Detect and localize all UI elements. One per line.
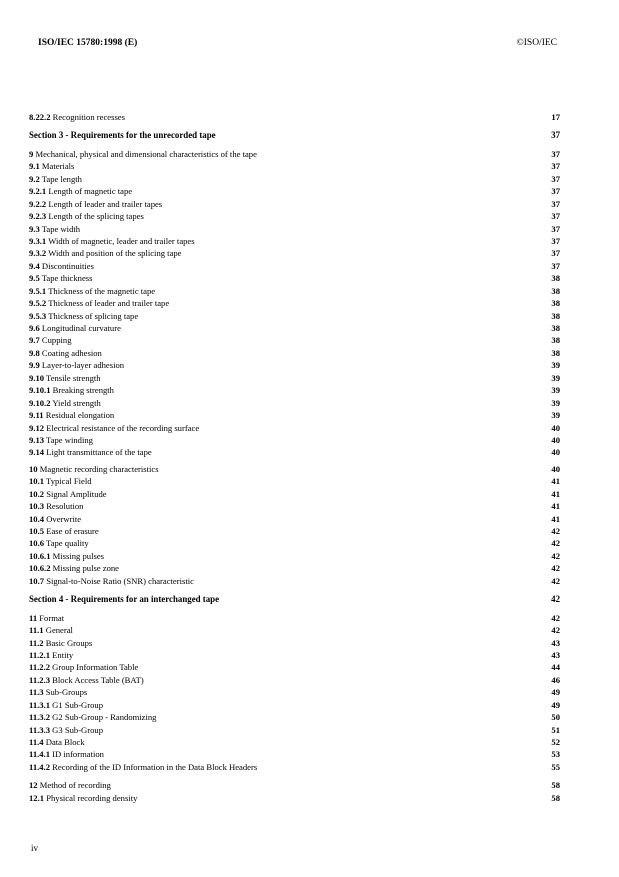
toc-entry-page: 49: [551, 687, 560, 698]
toc-entry[interactable]: [29, 235, 560, 247]
toc-entry-title: Thickness of splicing tape: [48, 310, 139, 321]
toc-entry-number: 9.2.2: [29, 198, 47, 209]
toc-entry-page: 38: [551, 347, 560, 358]
toc-entry-number: 9.2: [29, 173, 40, 184]
toc-entry-number: 12: [29, 780, 38, 791]
toc-entry[interactable]: [29, 711, 560, 723]
toc-entry-page: 38: [551, 298, 560, 309]
toc-entry-page: 17: [551, 112, 560, 122]
toc-entry-title: Tape quality: [46, 538, 89, 549]
toc-entry-number: 9: [29, 148, 34, 159]
toc-entry[interactable]: [29, 649, 560, 661]
copyright-header: ©ISO/IEC: [516, 38, 557, 48]
toc-entry-number: 9.7: [29, 335, 40, 346]
toc-entry-number: 10.7: [29, 575, 45, 586]
toc-entry-page: 50: [551, 712, 560, 723]
toc-entry-title: Tape width: [41, 223, 81, 234]
toc-entry-title: Signal-to-Noise Ratio (SNR) characteristic: [46, 575, 194, 586]
toc-entry-title: G3 Sub-Group: [52, 724, 104, 735]
toc-entry-page: 42: [551, 550, 560, 561]
toc-entry-page: 38: [551, 335, 560, 346]
toc-entry-number: 9.6: [29, 323, 40, 333]
toc-entry-title: Tensile strength: [46, 372, 101, 383]
toc-entry-number: 11.3.2: [29, 712, 51, 723]
toc-entry-title: Physical recording density: [46, 792, 138, 803]
toc-entry[interactable]: [29, 223, 560, 235]
toc-entry-title: Length of leader and trailer tapes: [48, 198, 163, 209]
toc-entry-page: 51: [551, 724, 560, 735]
toc-entry[interactable]: [29, 297, 560, 309]
toc-entry-page: 39: [551, 372, 560, 383]
toc-entry-number: 11.4.1: [29, 749, 51, 760]
toc-entry-number: 10.3: [29, 501, 45, 512]
toc-entry-title: General: [45, 625, 73, 636]
toc-entry-page: 40: [551, 463, 560, 474]
toc-entry-number: 8.22.2: [29, 112, 51, 122]
toc-entry-title: G1 Sub-Group: [52, 699, 104, 710]
toc-entry[interactable]: [29, 422, 560, 434]
toc-entry-number: 9.12: [29, 422, 45, 433]
toc-entry-number: 9.4: [29, 260, 40, 271]
toc-entry-page: 42: [551, 625, 560, 636]
toc-entry-number: 11.3: [29, 687, 44, 698]
toc-entry-title: Materials: [41, 161, 75, 172]
toc-entry-page: 42: [551, 612, 560, 623]
toc-entry-title: Group Information Table: [52, 662, 139, 673]
toc-entry[interactable]: [29, 792, 560, 804]
toc-entry-page: 38: [551, 310, 560, 321]
toc-entry-number: 9.2.3: [29, 211, 47, 222]
toc-entry[interactable]: [29, 334, 560, 346]
toc-entry-title: Entity: [52, 649, 74, 660]
toc-section-heading[interactable]: [29, 129, 560, 141]
toc-entry-number: 11.4.2: [29, 761, 51, 772]
toc-entry[interactable]: [29, 409, 560, 421]
toc-entry[interactable]: [29, 500, 560, 512]
toc-entry-page: 37: [551, 130, 560, 141]
toc-entry-number: 9.5.3: [29, 310, 47, 321]
toc-entry-page: 46: [551, 674, 560, 685]
toc-entry[interactable]: [29, 736, 560, 748]
toc-entry-number: 9.14: [29, 447, 45, 458]
toc-entry-number: 11: [29, 612, 38, 623]
toc-entry-title: Discontinuities: [41, 260, 94, 271]
toc-entry[interactable]: [29, 347, 560, 359]
toc-entry-title: Longitudinal curvature: [41, 323, 121, 333]
toc-entry-number: 10.4: [29, 513, 45, 524]
toc-entry-title: Tape winding: [46, 434, 93, 445]
toc-entry[interactable]: [29, 724, 560, 736]
toc-entry-number: 9.9: [29, 360, 40, 371]
toc-entry-page: 39: [551, 360, 560, 371]
toc-entry[interactable]: [29, 148, 560, 160]
toc-entry-number: 11.2.3: [29, 674, 51, 685]
toc-entry-page: 38: [551, 285, 560, 296]
toc-entry-title: Thickness of the magnetic tape: [48, 285, 156, 296]
toc-entry-page: 42: [551, 594, 560, 605]
toc-entry[interactable]: [29, 272, 560, 284]
toc-entry[interactable]: [29, 612, 560, 624]
toc-entry-number: 9.3: [29, 223, 40, 234]
toc-entry-number: 9.10.1: [29, 385, 51, 396]
toc-entry-title: Mechanical, physical and dimensional characteristics of the tape: [35, 148, 257, 159]
toc-entry-number: 11.2.2: [29, 662, 51, 673]
toc-entry-title: ID information: [52, 749, 104, 760]
toc-entry-number: 10.6: [29, 538, 45, 549]
toc-entry-page: 58: [551, 780, 560, 791]
toc-entry-number: 10.1: [29, 476, 45, 487]
toc-entry[interactable]: [29, 488, 560, 500]
toc-entry-page: 42: [551, 538, 560, 549]
toc-entry[interactable]: [29, 513, 560, 525]
toc-entry[interactable]: [29, 397, 560, 409]
toc-entry-page: 37: [551, 211, 560, 222]
toc-entry[interactable]: [29, 779, 560, 791]
toc-entry-title: Signal Amplitude: [46, 488, 107, 499]
toc-entry-title: Resolution: [46, 501, 84, 512]
toc-entry-title: Overwrite: [46, 513, 82, 524]
toc-entry-title: Cupping: [41, 335, 72, 346]
page-number: iv: [31, 843, 39, 853]
toc-entry[interactable]: [29, 173, 560, 185]
toc-entry[interactable]: [29, 198, 560, 210]
toc-entry-title: Method of recording: [39, 780, 111, 791]
toc-entry[interactable]: [29, 637, 560, 649]
toc-entry-page: 37: [551, 235, 560, 246]
toc-entry-page: 40: [551, 422, 560, 433]
toc-entry-title: Width and position of the splicing tape: [48, 248, 182, 259]
toc-entry-page: 37: [551, 223, 560, 234]
toc-entry-number: 11.2: [29, 637, 44, 648]
toc-entry-number: 9.11: [29, 410, 44, 421]
toc-entry-title: Missing pulse zone: [52, 563, 119, 574]
toc-entry-page: 52: [551, 737, 560, 747]
toc-entry-page: 41: [551, 476, 560, 487]
toc-entry[interactable]: [29, 384, 560, 396]
toc-entry-number: 9.3.2: [29, 248, 47, 259]
toc-entry-number: 11.4: [29, 737, 44, 747]
toc-entry[interactable]: [29, 285, 560, 297]
toc-entry-number: 9.5.2: [29, 298, 47, 309]
toc-entry-number: 11.1: [29, 625, 44, 636]
toc-entry-number: 9.10.2: [29, 397, 51, 408]
toc-entry-page: 43: [551, 649, 560, 660]
toc-entry-title: Sub-Groups: [45, 687, 88, 698]
toc-entry[interactable]: [29, 661, 560, 673]
toc-entry-title: Length of the splicing tapes: [48, 211, 144, 222]
document-id-header: ISO/IEC 15780:1998 (E): [38, 38, 138, 48]
toc-entry-number: 9.5: [29, 273, 40, 284]
toc-entry[interactable]: [29, 748, 560, 760]
toc-entry-page: 42: [551, 575, 560, 586]
toc-entry-page: 37: [551, 186, 560, 197]
toc-entry-number: 9.10: [29, 372, 45, 383]
toc-entry-title: Data Block: [45, 737, 85, 747]
toc-entry-title: G2 Sub-Group - Randomizing: [52, 712, 157, 723]
toc-entry-page: 37: [551, 173, 560, 184]
toc-entry[interactable]: [29, 160, 560, 172]
toc-entry-page: 37: [551, 161, 560, 172]
toc-entry[interactable]: [29, 525, 560, 537]
toc-entry-number: 9.8: [29, 347, 40, 358]
toc-entry-title: Coating adhesion: [41, 347, 102, 358]
toc-entry[interactable]: [29, 111, 560, 123]
toc-entry-number: 9.2.1: [29, 186, 47, 197]
toc-entry-page: 43: [551, 637, 560, 648]
toc-entry-title: Magnetic recording characteristics: [39, 463, 159, 474]
toc-entry[interactable]: [29, 434, 560, 446]
toc-entry-page: 38: [551, 323, 560, 333]
toc-entry-number: 12.1: [29, 792, 45, 803]
toc-entry[interactable]: [29, 537, 560, 549]
toc-entry[interactable]: [29, 322, 560, 334]
toc-entry[interactable]: [29, 475, 560, 487]
toc-entry-number: 10.6.1: [29, 550, 51, 561]
toc-entry-title: Typical Field: [46, 476, 92, 487]
toc-entry[interactable]: [29, 310, 560, 322]
toc-entry-title: Tape thickness: [41, 273, 93, 284]
toc-entry-page: 39: [551, 397, 560, 408]
toc-entry[interactable]: [29, 550, 560, 562]
toc-entry-title: Yield strength: [52, 397, 101, 408]
toc-entry-page: 37: [551, 248, 560, 259]
toc-entry[interactable]: [29, 260, 560, 272]
toc-entry[interactable]: [29, 359, 560, 371]
toc-entry-number: 9.3.1: [29, 235, 47, 246]
toc-entry[interactable]: [29, 624, 560, 636]
toc-entry-number: 10.2: [29, 488, 45, 499]
toc-section-heading[interactable]: [29, 593, 560, 605]
toc-entry-title: Section 4 - Requirements for an interchanged tape: [29, 594, 220, 605]
toc-entry-page: 55: [551, 761, 560, 772]
toc-entry[interactable]: [29, 699, 560, 711]
toc-entry-page: 37: [551, 260, 560, 271]
toc-entry-title: Missing pulses: [52, 550, 104, 561]
toc-entry-page: 40: [551, 447, 560, 458]
toc-entry-number: 9.13: [29, 434, 45, 445]
toc-entry[interactable]: [29, 562, 560, 574]
toc-entry-number: 11.3.3: [29, 724, 51, 735]
toc-entry[interactable]: [29, 761, 560, 773]
toc-entry-page: 49: [551, 699, 560, 710]
toc-entry-number: 10.5: [29, 526, 45, 536]
toc-entry[interactable]: [29, 674, 560, 686]
toc-entry-page: 37: [551, 198, 560, 209]
toc-entry-title: Thickness of leader and trailer tape: [48, 298, 170, 309]
toc-entry-title: Basic Groups: [45, 637, 93, 648]
toc-entry-page: 41: [551, 488, 560, 499]
toc-entry-page: 53: [551, 749, 560, 760]
toc-entry-title: Block Access Table (BAT): [52, 674, 144, 685]
toc-entry-number: 10.6.2: [29, 563, 51, 574]
toc-entry-title: Section 3 - Requirements for the unrecorded tape: [29, 130, 216, 141]
toc-entry-title: Residual elongation: [45, 410, 115, 421]
toc-entry-page: 39: [551, 410, 560, 421]
table-of-contents: [29, 111, 560, 804]
toc-entry-title: Recording of the ID Information in the Data Block Headers: [52, 761, 258, 772]
toc-entry[interactable]: [29, 210, 560, 222]
toc-entry[interactable]: [29, 446, 560, 458]
toc-entry-page: 40: [551, 434, 560, 445]
toc-entry-title: Electrical resistance of the recording surface: [46, 422, 200, 433]
toc-entry-title: Light transmittance of the tape: [46, 447, 152, 458]
toc-entry-page: 37: [551, 148, 560, 159]
toc-entry-page: 58: [551, 792, 560, 803]
toc-entry-title: Breaking strength: [52, 385, 114, 396]
toc-entry-page: 38: [551, 273, 560, 284]
toc-entry[interactable]: [29, 686, 560, 698]
toc-entry-page: 39: [551, 385, 560, 396]
toc-entry-page: 42: [551, 526, 560, 536]
toc-entry-page: 42: [551, 563, 560, 574]
toc-entry-number: 11.2.1: [29, 649, 51, 660]
toc-entry-title: Ease of erasure: [46, 526, 99, 536]
toc-entry-title: Recognition recesses: [52, 112, 125, 122]
toc-entry-number: 10: [29, 463, 38, 474]
toc-entry-title: Tape length: [41, 173, 82, 184]
toc-entry[interactable]: [29, 247, 560, 259]
toc-entry-title: Length of magnetic tape: [48, 186, 133, 197]
toc-entry-number: 9.5.1: [29, 285, 47, 296]
toc-entry-number: 11.3.1: [29, 699, 51, 710]
toc-entry-number: 9.1: [29, 161, 40, 172]
toc-entry-title: Format: [39, 612, 65, 623]
toc-entry[interactable]: [29, 372, 560, 384]
toc-entry-title: Width of magnetic, leader and trailer tapes: [48, 235, 195, 246]
toc-entry-page: 41: [551, 513, 560, 524]
toc-entry-title: Layer-to-layer adhesion: [41, 360, 125, 371]
toc-entry[interactable]: [29, 463, 560, 475]
toc-entry-page: 41: [551, 501, 560, 512]
toc-entry[interactable]: [29, 575, 560, 587]
toc-entry[interactable]: [29, 185, 560, 197]
toc-entry-page: 44: [551, 662, 560, 673]
